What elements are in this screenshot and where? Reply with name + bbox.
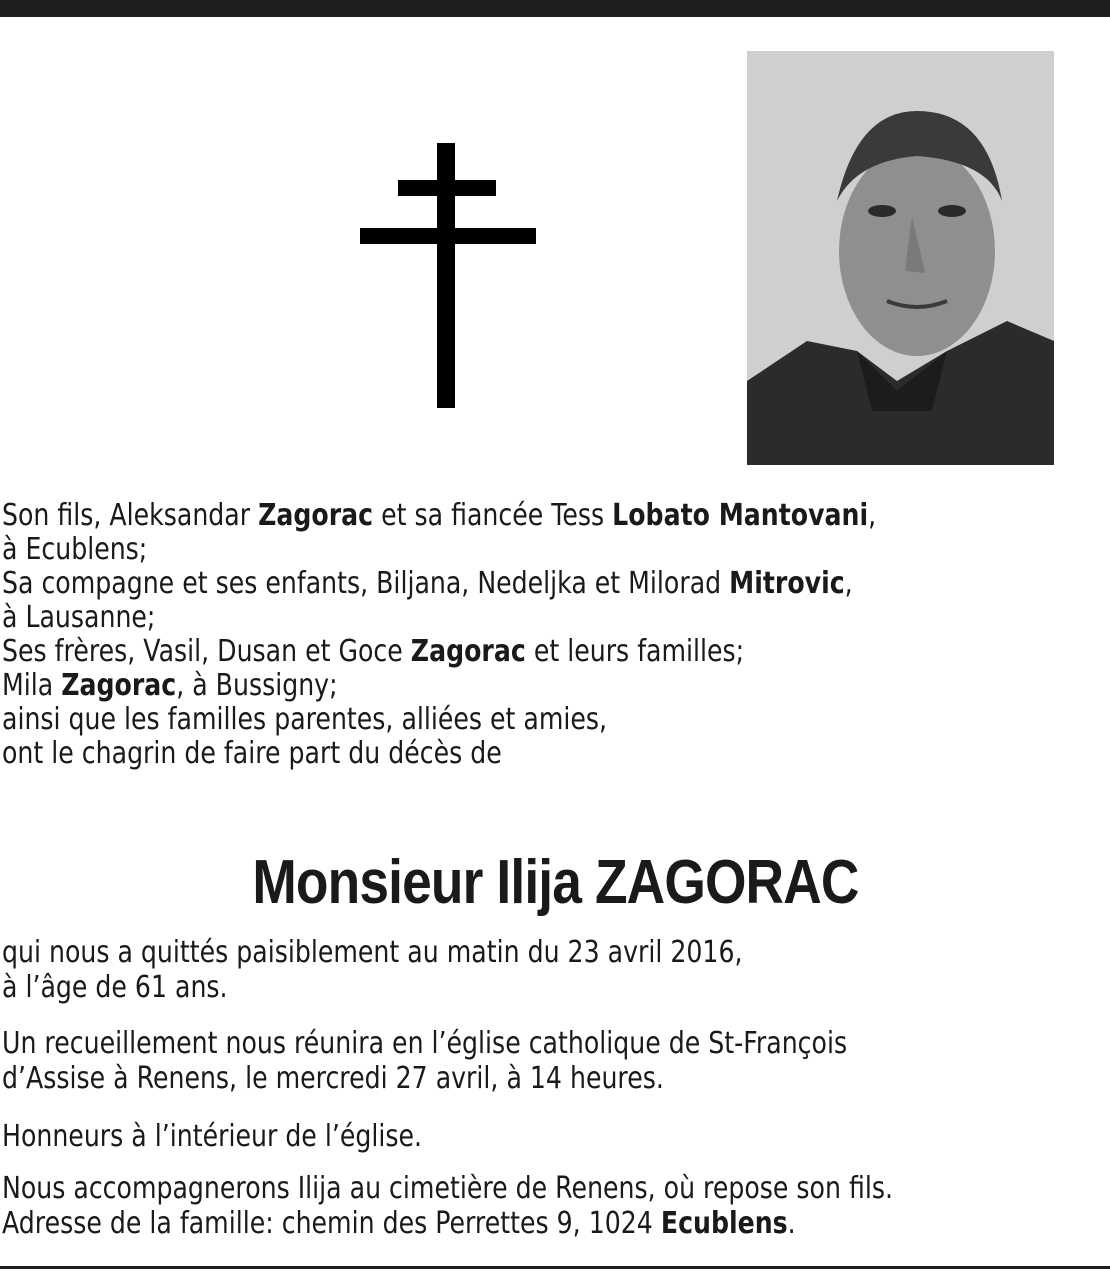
family-line-5: Ses frères, Vasil, Dusan et Goce Zagorac et leurs familles; — [2, 634, 745, 669]
death-line-2: à l’âge de 61 ans. — [2, 970, 228, 1005]
ceremony-line-2: d’Assise à Renens, le mercredi 27 avril, à 14 heures. — [2, 1061, 664, 1096]
family-line-3: Sa compagne et ses enfants, Biljana, Nedeljka et Milorad Mitrovic, — [2, 566, 853, 601]
honors-line: Honneurs à l’intérieur de l’église. — [2, 1119, 422, 1154]
family-line-4: à Lausanne; — [2, 600, 156, 635]
bottom-border — [0, 1266, 1110, 1269]
family-line-7: ainsi que les familles parentes, alliées et amies, — [2, 702, 608, 737]
burial-line: Nous accompagnerons Ilija au cimetière de Renens, où repose son fils. — [2, 1171, 893, 1206]
cross-icon — [355, 140, 540, 410]
family-line-8: ont le chagrin de faire part du décès de — [2, 736, 502, 771]
ceremony-line-1: Un recueillement nous réunira en l’église catholique de St-François — [2, 1026, 848, 1061]
death-line-1: qui nous a quittés paisiblement au matin du 23 avril 2016, — [2, 935, 743, 970]
deceased-name: Monsieur Ilija ZAGORAC — [251, 848, 859, 917]
family-line-6: Mila Zagorac, à Bussigny; — [2, 668, 338, 703]
death-info — [2, 935, 1094, 1005]
ceremony-info — [2, 1026, 1094, 1096]
top-border — [0, 0, 1110, 17]
family-announcement — [2, 499, 926, 771]
honors-info — [2, 1119, 1094, 1154]
family-line-2: à Ecublens; — [2, 532, 148, 567]
family-line-1: Son fils, Aleksandar Zagorac et sa fiancée Tess Lobato Mantovani, — [2, 498, 877, 533]
burial-info — [2, 1171, 1094, 1241]
portrait-photo — [747, 51, 1054, 465]
address-line: Adresse de la famille: chemin des Perrettes 9, 1024 Ecublens. — [2, 1206, 796, 1241]
